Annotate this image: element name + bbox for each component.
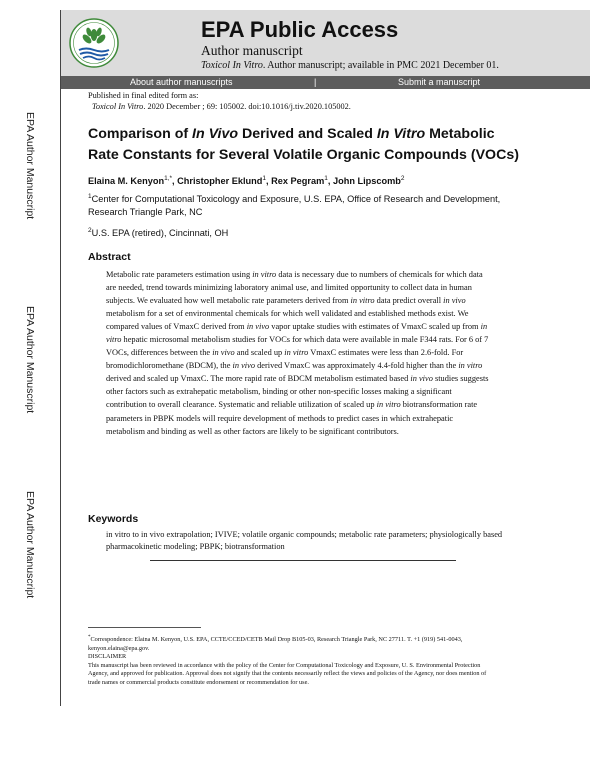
author-affil-sup: 1	[324, 175, 328, 182]
author-affil-sup: 2	[400, 175, 405, 182]
author-name[interactable]: John Lipscomb	[332, 176, 401, 187]
abstract-text: derived and scaled up VmaxC. The more rapid rate of BDCM metabolism estimated based	[106, 374, 411, 384]
abstract-text: derived VmaxC was approximately 4.4-fold higher than the	[255, 361, 459, 371]
article-title	[88, 124, 528, 166]
title-part: Metabolic Rate Constants for Several Volatile Organic Compounds (VOCs)	[88, 126, 519, 163]
abstract-italic-term: in vivo	[410, 374, 433, 384]
footnote-rule	[88, 627, 201, 628]
epa-author-manuscript-label-2: EPA Author Manuscript	[24, 306, 36, 414]
abstract-text: vapor uptake studies with estimates of VmaxC scaled up from	[269, 322, 481, 332]
epa-header	[61, 10, 590, 76]
epa-flower-logo-icon	[69, 18, 119, 68]
epa-author-manuscript-label-3: EPA Author Manuscript	[24, 491, 36, 599]
abstract-italic-term: in vitro	[252, 270, 277, 279]
abstract-italic-term: in vivo	[212, 348, 235, 358]
keywords-text: in vitro to in vivo extrapolation; IVIVE; volatile organic compounds; metabolic rate parameters; physiologically based pharmacokinetic modeling; PBPK; biotransformation	[106, 530, 503, 551]
author-name[interactable]: Elaina M. Kenyon	[88, 176, 165, 187]
abstract-text: Metabolic rate parameters estimation using	[106, 270, 253, 279]
keywords-heading: Keywords	[88, 513, 139, 525]
title-part: Derived and Scaled	[238, 126, 377, 142]
affil-sup: 1	[88, 193, 92, 200]
published-citation	[88, 101, 351, 112]
availability-text: . Author manuscript; available in PMC 2021 December 01.	[262, 60, 499, 71]
abstract-text: metabolism for a set of environmental chemicals for which well validated and established methods exist. We compared values of VmaxC derived from	[106, 309, 469, 332]
corr-sup: *	[88, 635, 91, 640]
disclaimer-text: This manuscript has been reviewed in accordance with the policy of the Center for Computational Toxicology and Exposure, U. S. Environmental Protection Agency, and approved for publication. Approval does not signify that the contents necessarily reflect the views and policies of the Agency, nor does mention of trade names or commercial products constitute endorsement or recommendation for use.	[88, 661, 487, 687]
correspondence-note	[88, 634, 500, 653]
header-subtitle: Author manuscript	[201, 43, 303, 58]
sidebar-rule	[60, 10, 61, 706]
footnotes	[88, 634, 500, 688]
published-journal: Toxicol In Vitro	[92, 102, 144, 111]
author-name[interactable]: Rex Pegram	[271, 176, 325, 187]
abstract-heading: Abstract	[88, 251, 131, 263]
nav-bar	[61, 76, 590, 89]
nav-separator: |	[314, 77, 317, 87]
published-citation-text: . 2020 December ; 69: 105002. doi:10.1016/j.tiv.2020.105002.	[143, 102, 351, 111]
title-part: Comparison of	[88, 126, 193, 142]
abstract-text: data predict overall	[374, 296, 444, 306]
header-title: EPA Public Access	[201, 17, 399, 42]
abstract-italic-term: in vivo	[443, 296, 466, 306]
abstract-italic-term: in vitro	[376, 400, 401, 410]
affiliation-text: Center for Computational Toxicology and Exposure, U.S. EPA, Office of Research and Development, Research Triangle Park, NC	[88, 194, 501, 218]
journal-name: Toxicol In Vitro	[201, 60, 263, 71]
abstract-italic-term: in vivo	[232, 361, 256, 371]
disclaimer-heading: DISCLAIMER	[88, 653, 127, 661]
abstract-text: data is necessary due to numbers of chemicals for which data are needed, trend towards minimizing laboratory animal use, and limited opportunity to collect data in human subjects. We evaluated how well metabolic rate parameters derived from	[106, 270, 483, 306]
title-italic: In Vitro	[376, 126, 426, 142]
published-label: Published in final edited form as:	[88, 91, 199, 100]
affiliation-2	[88, 224, 508, 240]
section-divider	[150, 560, 456, 561]
affil-sup: 2	[88, 227, 92, 234]
abstract-italic-term: in vitro	[458, 361, 483, 371]
abstract-text: VmaxC estimates were less than 2.6-fold. For bromodichloromethane (BDCM), the	[106, 348, 464, 371]
author-list: Elaina M. Kenyon$^{1,*}$, Christopher Eklund$^1$, Rex Pegram$^1$, John Lipscomb$^2$	[88, 175, 405, 187]
title-italic: In Vivo	[192, 126, 239, 142]
submit-manuscript-link[interactable]: Submit a manuscript	[398, 77, 481, 87]
correspondence-text: Correspondence: Elaina M. Kenyon, U.S. EPA, CCTE/CCED/CETB Mail Drop B105-03, Research Triangle Park, NC 27711. T. +1 (919) 541-0043, kenyon.elaina@epa.gov.	[88, 636, 463, 652]
abstract-body	[106, 268, 494, 438]
epa-author-manuscript-label-1: EPA Author Manuscript	[24, 112, 36, 220]
abstract-italic-term: in vitro	[106, 322, 488, 345]
abstract-text: biotransformation rate parameters in PBPK models will require development of methods to predict cases in which extrahepatic metabolism and binding as well as other factors are likely to be significant contributors.	[106, 400, 478, 436]
author-affil-sup: 1	[262, 175, 267, 182]
abstract-italic-term: in vitro	[284, 348, 309, 358]
abstract-text: hepatic microsomal metabolism studies for VOCs for which data were available in male F344 rats. For 6 of 7 VOCs, differences between the	[106, 335, 489, 358]
abstract-text: studies suggests other factors such as extrahepatic metabolism, binding or other non-specific losses making a significant contribution to overall clearance. Systematic and reliable utilization of scaled up	[106, 374, 489, 410]
affiliation-1	[88, 190, 508, 219]
author-affil-sup: 1,*	[164, 175, 173, 182]
published-info	[88, 90, 351, 112]
about-author-manuscripts-link[interactable]: About author manuscripts	[130, 77, 233, 87]
abstract-italic-term: in vivo	[246, 322, 270, 332]
journal-availability	[201, 60, 499, 72]
affiliation-text: U.S. EPA (retired), Cincinnati, OH	[91, 228, 229, 239]
abstract-italic-term: in vitro	[350, 296, 375, 306]
author-name[interactable]: Christopher Eklund	[177, 176, 263, 187]
abstract-text: and scaled up	[234, 348, 285, 358]
